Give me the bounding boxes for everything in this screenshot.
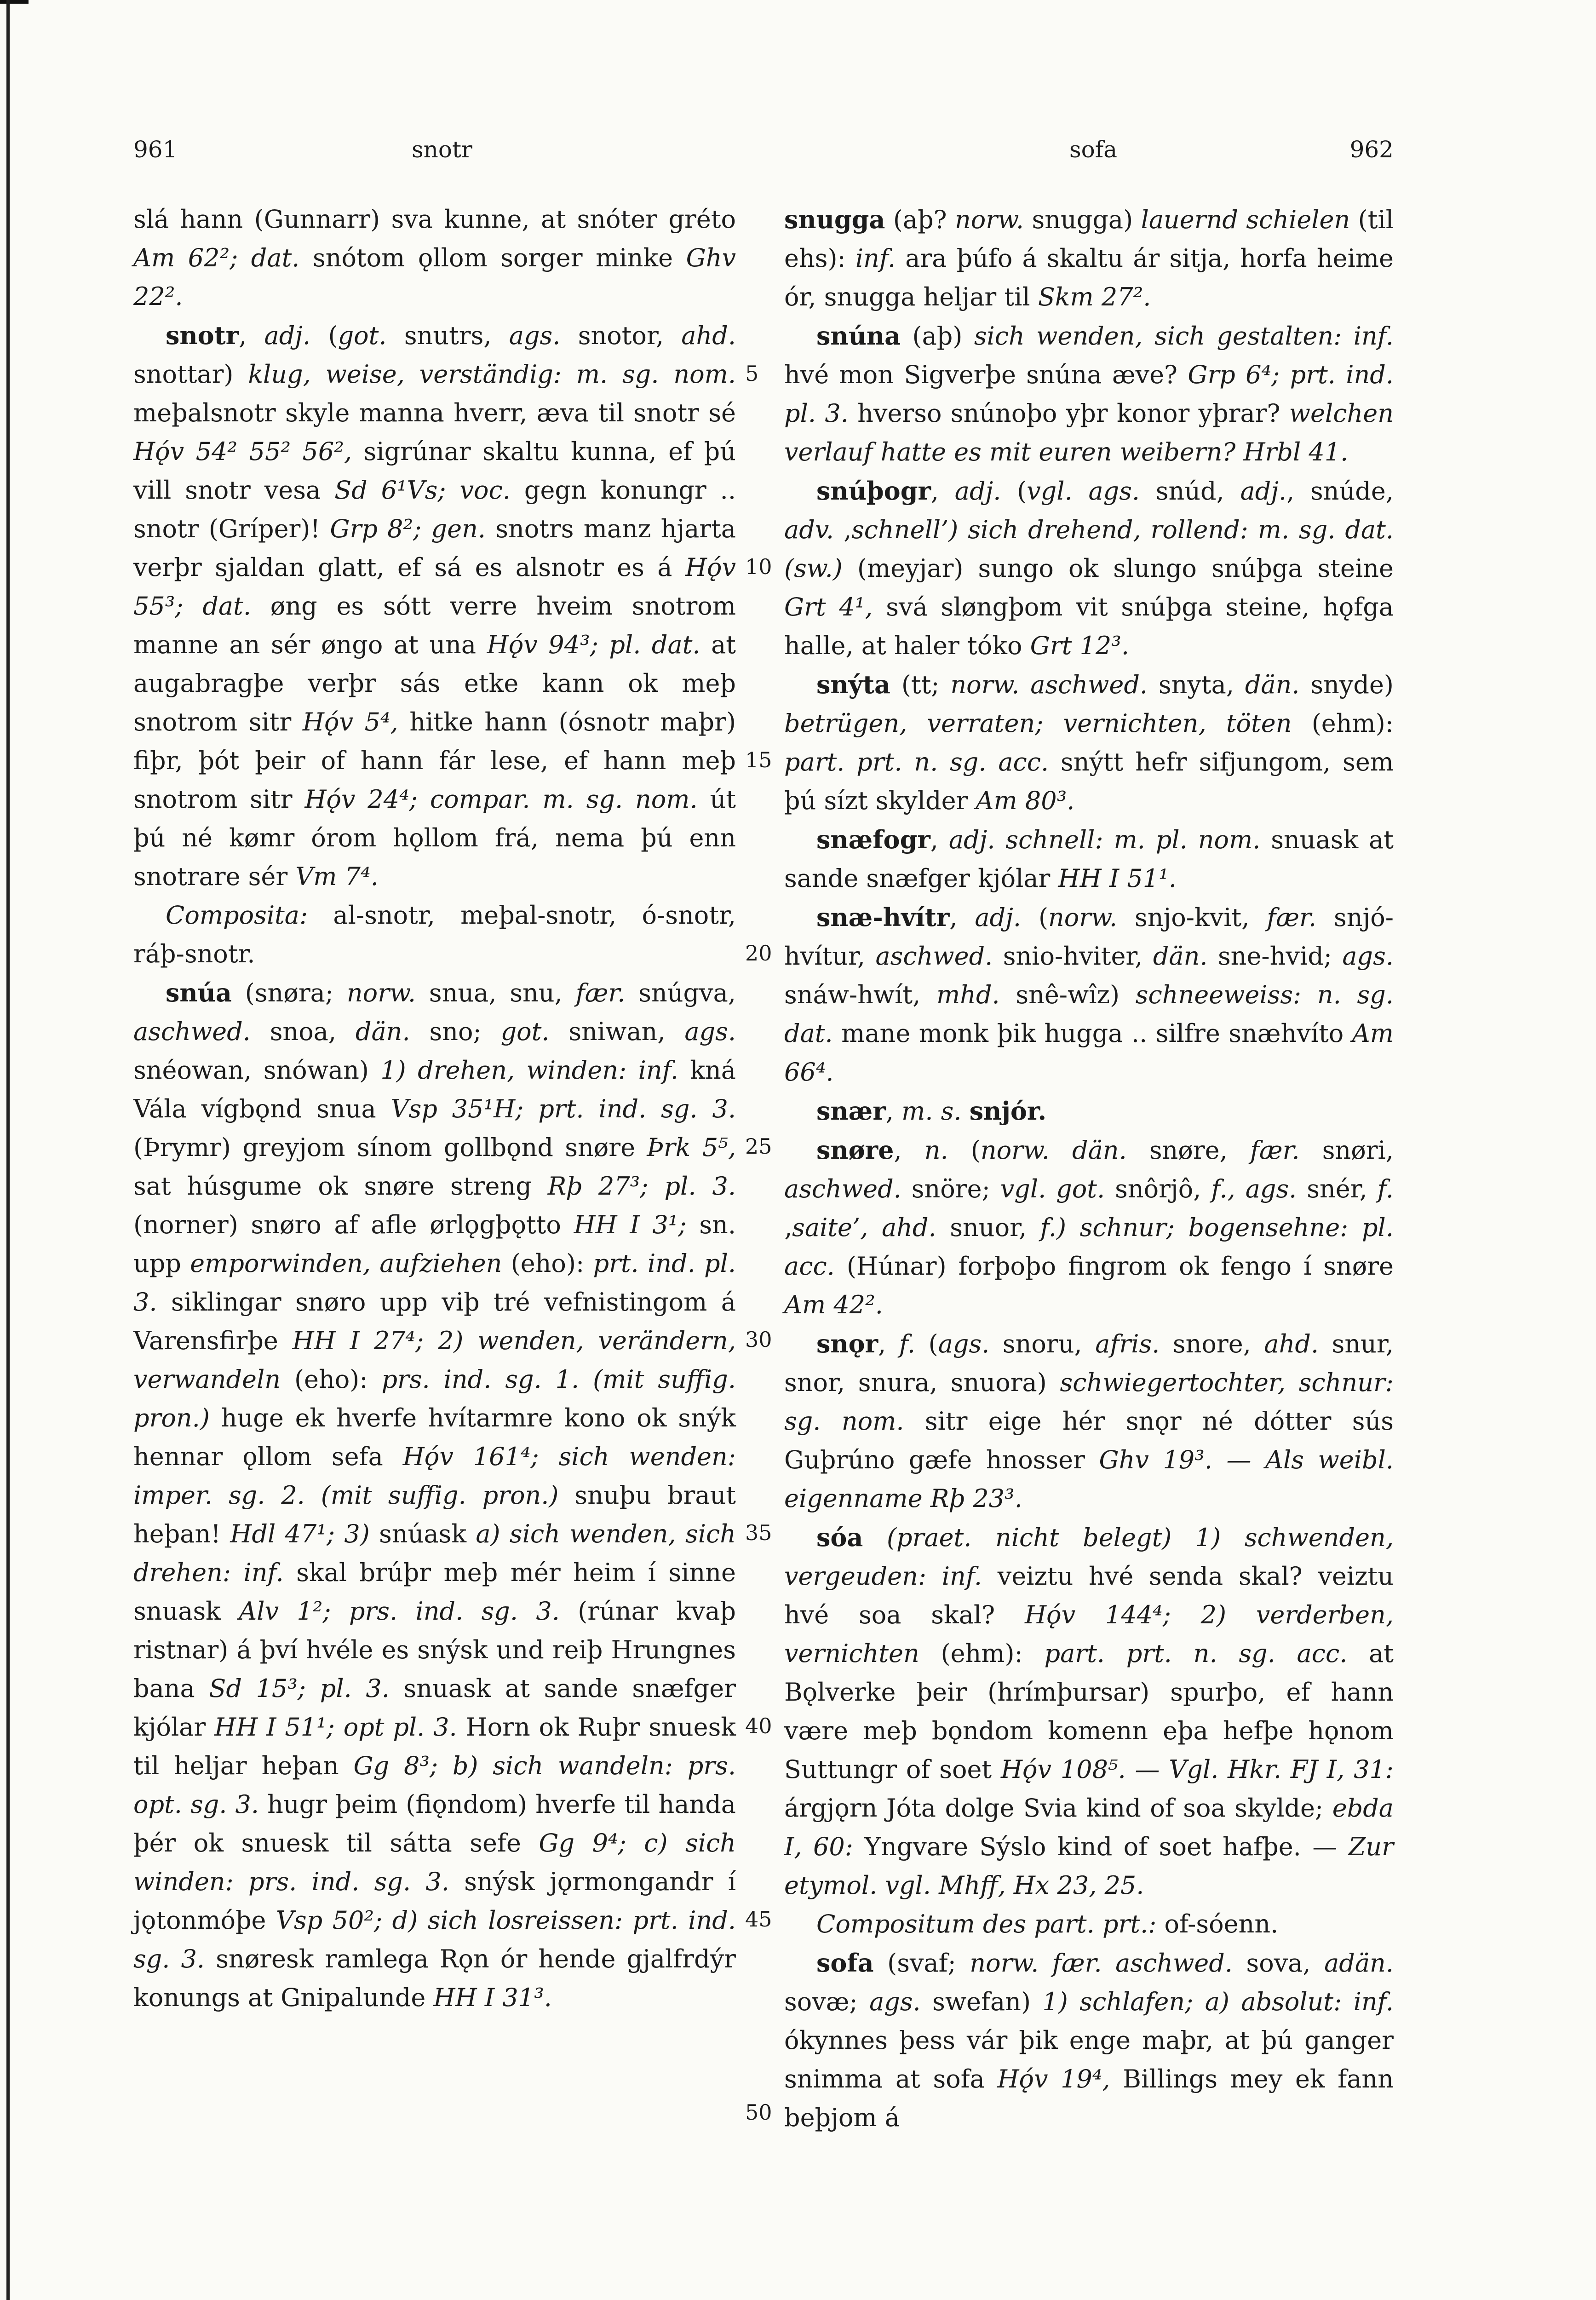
dictionary-entry: snær, m. s. snjór.: [816, 1096, 1047, 1126]
line-number: 25: [745, 1134, 772, 1159]
dictionary-entry: snæ-hvítr, adj. (norw. snjo-kvit, fær. snjó-hvítur, aschwed. snio-hviter, dän. sne-hvid; ags. snáw-hwít, mhd. snê-wîz) schneeweiss: n. sg. dat. mane monk þik hugga .. silfre snæhvíto Am 66⁴.: [784, 903, 1394, 1087]
dictionary-entry: snugga (aþ? norw. snugga) lauernd schielen (til ehs): inf. ara þúfo á skaltu ár sitja, horfa heime ór, snugga heljar til Skm 27².: [784, 205, 1394, 311]
dictionary-entry: snøre, n. (norw. dän. snøre, fær. snøri, aschwed. snöre; vgl. got. snôrjô, f., ags. snér, f. ‚saite’, ahd. snuor, f.) schnur; bogensehne: pl. acc. (Húnar) forþoþo fingrom ok fengo í snøre Am 42².: [784, 1135, 1394, 1319]
line-number: 35: [745, 1520, 772, 1545]
dictionary-entry: snúþogr, adj. (vgl. ags. snúd, adj., snúde, adv. ‚schnell’) sich drehend, rollend: m. sg. dat. (sw.) (meyjar) sungo ok slungo snúþga steine Grt 4¹, svá sløngþom vit snúþga steine, hǫfga halle, at haler tóko Grt 12³.: [784, 476, 1394, 660]
dictionary-entry: snæfogr, adj. schnell: m. pl. nom. snuask at sande snæfger kjólar HH I 51¹.: [784, 825, 1394, 893]
dictionary-entry: snotr, adj. (got. snutrs, ags. snotor, ahd. snottar) klug, weise, verständig: m. sg. nom. meþalsnotr skyle manna hverr, æva til snotr sé Hǫ́v 54² 55² 56², sigrúnar skaltu kunna, ef þú vill snotr vesa Sd 6¹Vs; voc. gegn konungr .. snotr (Gríper)! Grp 8²; gen. snotrs manz hjarta verþr sjaldan glatt, ef sá es alsnotr es á Hǫ́v 55³; dat. øng es sótt verre hveim snotrom manne an sér øngo at una Hǫ́v 94³; pl. dat. at augabragþe verþr sás etke kann ok meþ snotrom sitr Hǫ́v 5⁴, hitke hann (ósnotr maþr) fiþr, þót þeir of hann fár lese, ef hann meþ snotrom sitr Hǫ́v 24⁴; compar. m. sg. nom. út þú né kømr órom hǫllom frá, nema þú enn snotrare sér Vm 7⁴.: [133, 321, 736, 891]
page-number-right: 962: [1349, 136, 1394, 163]
dictionary-entry: snúna (aþ) sich wenden, sich gestalten: inf. hvé mon Sigverþe snúna æve? Grp 6⁴; prt. ind. pl. 3. hverso snúnoþo yþr konor yþrar? welchen verlauf hatte es mit euren weibern? Hrbl 41.: [784, 321, 1394, 466]
line-number: 5: [745, 361, 759, 386]
catchword-right: sofa: [1069, 136, 1118, 163]
dictionary-entry: sofa (svaf; norw. fær. aschwed. sova, adän. sovæ; ags. swefan) 1) schlafen; a) absolut: inf. ókynnes þess vár þik enge maþr, at þú ganger snimma at sofa Hǫ́v 19⁴, Billings mey ek fann beþjom á: [784, 1948, 1394, 2132]
dictionary-entry: snǫr, f. (ags. snoru, afris. snore, ahd. snur, snor, snura, snuora) schwiegertochter, schnur: sg. nom. sitr eige hér snǫr né dótter sús Guþrúno gæfe hnosser Ghv 19³. — Als weibl. eigenname Rþ 23³.: [784, 1329, 1394, 1513]
page-number-left: 961: [133, 136, 178, 163]
dictionary-entry: snúa (snøra; norw. snua, snu, fær. snúgva, aschwed. snoa, dän. sno; got. sniwan, ags. snéowan, snówan) 1) drehen, winden: inf. kná Vála vígbǫnd snua Vsp 35¹H; prt. ind. sg. 3. (Þrymr) greyjom sínom gollbǫnd snøre Þrk 5⁵, sat húsgume ok snøre streng Rþ 27³; pl. 3. (norner) snøro af afle ørlǫgþǫtto HH I 3¹; sn. upp emporwinden, aufziehen (eho): prt. ind. pl. 3. siklingar snøro upp viþ tré vefnistingom á Varensfirþe HH I 27⁴; 2) wenden, verändern, verwandeln (eho): prs. ind. sg. 1. (mit suffig. pron.) huge ek hverfe hvítarmre kono ok snýk hennar ǫllom sefa Hǫ́v 161⁴; sich wenden: imper. sg. 2. (mit suffig. pron.) snuþu braut heþan! Hdl 47¹; 3) snúask a) sich wenden, sich drehen: inf. skal brúþr meþ mér heim í sinne snuask Alv 1²; prs. ind. sg. 3. (rúnar kvaþ ristnar) á því hvéle es snýsk und reiþ Hrungnes bana Sd 15³; pl. 3. snuask at sande snæfger kjólar HH I 51¹; opt pl. 3. Horn ok Ruþr snuesk til heljar heþan Gg 8³; b) sich wandeln: prs. opt. sg. 3. hugr þeim (fiǫndom) hverfe til handa þér ok snuesk til sátta sefe Gg 9⁴; c) sich winden: prs. ind. sg. 3. snýsk jǫrmongandr í jǫtonmóþe Vsp 50²; d) sich losreissen: prt. ind. sg. 3. snøresk ramlega Rǫn ór hende gjalfrdýr konungs at Gnipalunde HH I 31³.: [133, 978, 736, 2012]
line-number: 40: [745, 1714, 772, 1738]
catchword-left: snotr: [412, 136, 472, 163]
page-edge-top: [0, 0, 29, 4]
page-edge-left: [6, 0, 10, 2300]
dictionary-entry: slá hann (Gunnarr) sva kunne, at snóter gréto Am 62²; dat. snótom ǫllom sorger minke Ghv 22².: [133, 205, 736, 311]
running-header: [133, 131, 1394, 168]
dictionary-entry: Compositum des part. prt.: of-sóenn.: [816, 1909, 1279, 1938]
line-number: 20: [745, 941, 772, 966]
left-column: [133, 200, 736, 2017]
line-number: 10: [745, 554, 772, 579]
line-number: 15: [745, 748, 772, 772]
dictionary-entry: sóa (praet. nicht belegt) 1) schwenden, vergeuden: inf. veiztu hvé senda skal? veiztu hvé soa skal? Hǫ́v 144⁴; 2) verderben, vernichten (ehm): part. prt. n. sg. acc. at Bǫlverke þeir (hrímþursar) spurþo, ef hann være meþ bǫndom komenn eþa hefþe hǫnom Suttungr of soet Hǫ́v 108⁵. — Vgl. Hkr. FJ I, 31: árgjǫrn Jóta dolge Svia kind of soa skylde; ebda I, 60: Yngvare Sýslo kind of soet hafþe. — Zur etymol. vgl. Mhff, Hx 23, 25.: [784, 1523, 1394, 1900]
line-number: 30: [745, 1327, 772, 1352]
dictionary-entry: snýta (tt; norw. aschwed. snyta, dän. snyde) betrügen, verraten; vernichten, töten (ehm): part. prt. n. sg. acc. snýtt hefr sifjungom, sem þú sízt skylder Am 80³.: [784, 670, 1394, 815]
line-number: 50: [745, 2100, 772, 2125]
dictionary-entry: Composita: al-snotr, meþal-snotr, ó-snotr, ráþ-snotr.: [133, 901, 736, 968]
line-number: 45: [745, 1907, 772, 1932]
right-column: [784, 200, 1394, 2137]
